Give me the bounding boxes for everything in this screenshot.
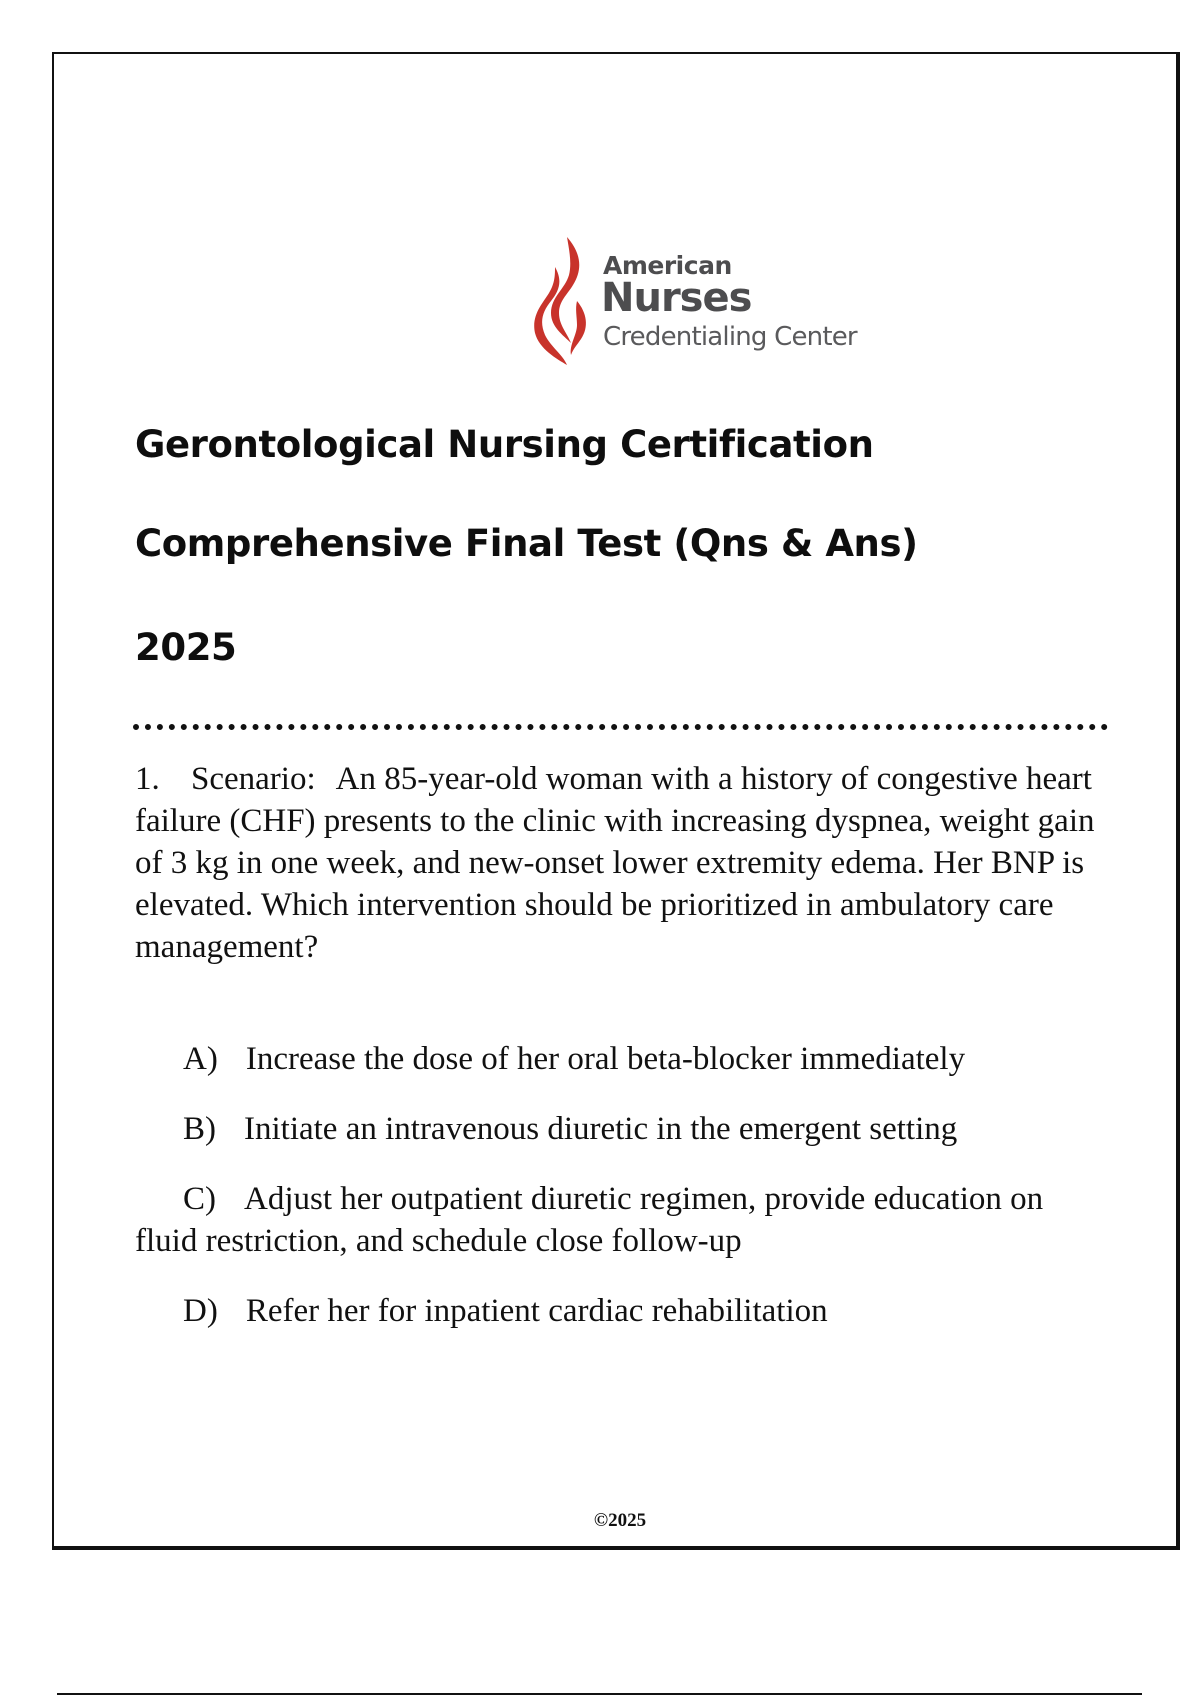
document-subtitle: Comprehensive Final Test (Qns & Ans) [135,522,918,565]
dotted-divider [133,724,1108,730]
option-text: Initiate an intravenous diuretic in the emergent setting [244,1111,958,1147]
answer-option-a [135,1038,1095,1080]
answer-option-b [135,1108,1095,1150]
document-title: Gerontological Nursing Certification [135,423,874,466]
answer-option-d [135,1290,1095,1332]
document-year: 2025 [135,626,237,669]
option-text: Increase the dose of her oral beta-blocker immediately [245,1041,966,1077]
question-text: An 85-year-old woman with a history of congestive heart failure (CHF) presents to the clinic with increasing dyspnea, weight gain of 3 kg in one week, and new-onset lower extremity edema. Her BNP is elevated. Which intervention should be prioritized in ambulatory care management? [135,761,1095,965]
option-letter: B) [183,1111,216,1147]
option-letter: A) [183,1041,218,1077]
copyright-notice: ©2025 [593,1510,647,1531]
bottom-rule [57,1693,1142,1695]
logo-text-credentialing-center: Credentialing Center [603,322,857,352]
option-letter: C) [183,1181,216,1217]
question-number: 1. [135,761,160,797]
logo-text-american: American [603,251,732,280]
flame-logo-icon [533,235,591,367]
ancc-logo [533,235,863,370]
logo-text-nurses: Nurses [601,275,752,321]
answer-option-c [135,1178,1095,1262]
question-label: Scenario: [191,761,316,797]
question-stem [135,758,1095,968]
option-text: Refer her for inpatient cardiac rehabilitation [245,1293,828,1329]
option-letter: D) [183,1293,218,1329]
option-text: Adjust her outpatient diuretic regimen, provide education on fluid restriction, and schedule close follow-up [135,1181,1044,1259]
